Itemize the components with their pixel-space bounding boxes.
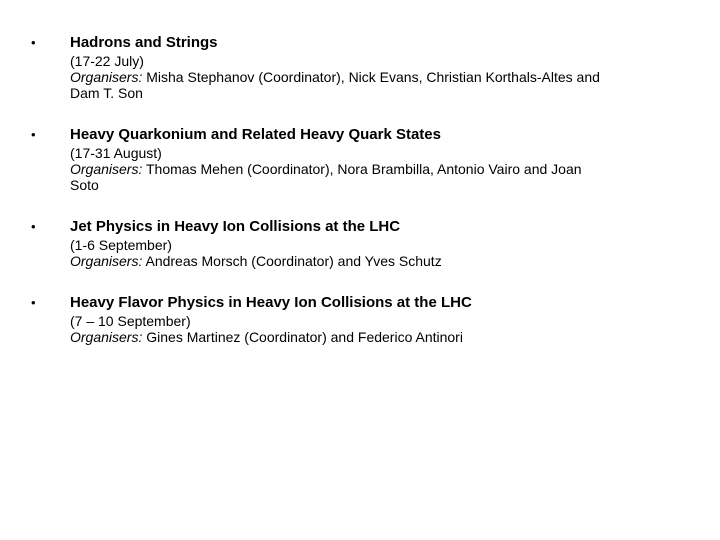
bullet-marker: • (31, 219, 36, 234)
item-organisers (70, 253, 690, 269)
item-title: Hadrons and Strings (70, 34, 218, 51)
item-organisers-continued: Soto (70, 177, 99, 193)
organisers-names: Gines Martinez (Coordinator) and Federico Antinori (142, 329, 463, 345)
item-title: Jet Physics in Heavy Ion Collisions at the LHC (70, 218, 401, 235)
item-organisers (70, 161, 690, 177)
list-item-content (70, 125, 690, 193)
item-dates: (7 – 10 September) (70, 313, 191, 329)
list-item-content (70, 217, 690, 269)
organisers-names: Misha Stephanov (Coordinator), Nick Evans, Christian Korthals-Altes and (142, 69, 600, 85)
item-dates: (17-31 August) (70, 145, 162, 161)
organisers-label: Organisers: (70, 69, 143, 85)
bullet-marker: • (31, 127, 36, 142)
item-dates: (17-22 July) (70, 53, 144, 69)
item-title: Heavy Flavor Physics in Heavy Ion Collisions at the LHC (70, 294, 472, 311)
bullet-marker: • (31, 35, 36, 50)
organisers-label: Organisers: (70, 329, 143, 345)
item-dates: (1-6 September) (70, 237, 172, 253)
list-item-content (70, 33, 690, 101)
organisers-names: Thomas Mehen (Coordinator), Nora Brambilla, Antonio Vairo and Joan (142, 161, 582, 177)
bullet-marker: • (31, 295, 36, 310)
item-organisers-continued: Dam T. Son (70, 85, 143, 101)
organisers-label: Organisers: (70, 161, 143, 177)
organisers-names: Andreas Morsch (Coordinator) and Yves Schutz (142, 253, 442, 269)
item-organisers (70, 69, 690, 85)
organisers-label: Organisers: (70, 253, 143, 269)
list-item-content (70, 293, 690, 345)
item-organisers (70, 329, 690, 345)
item-title: Heavy Quarkonium and Related Heavy Quark States (70, 126, 441, 143)
